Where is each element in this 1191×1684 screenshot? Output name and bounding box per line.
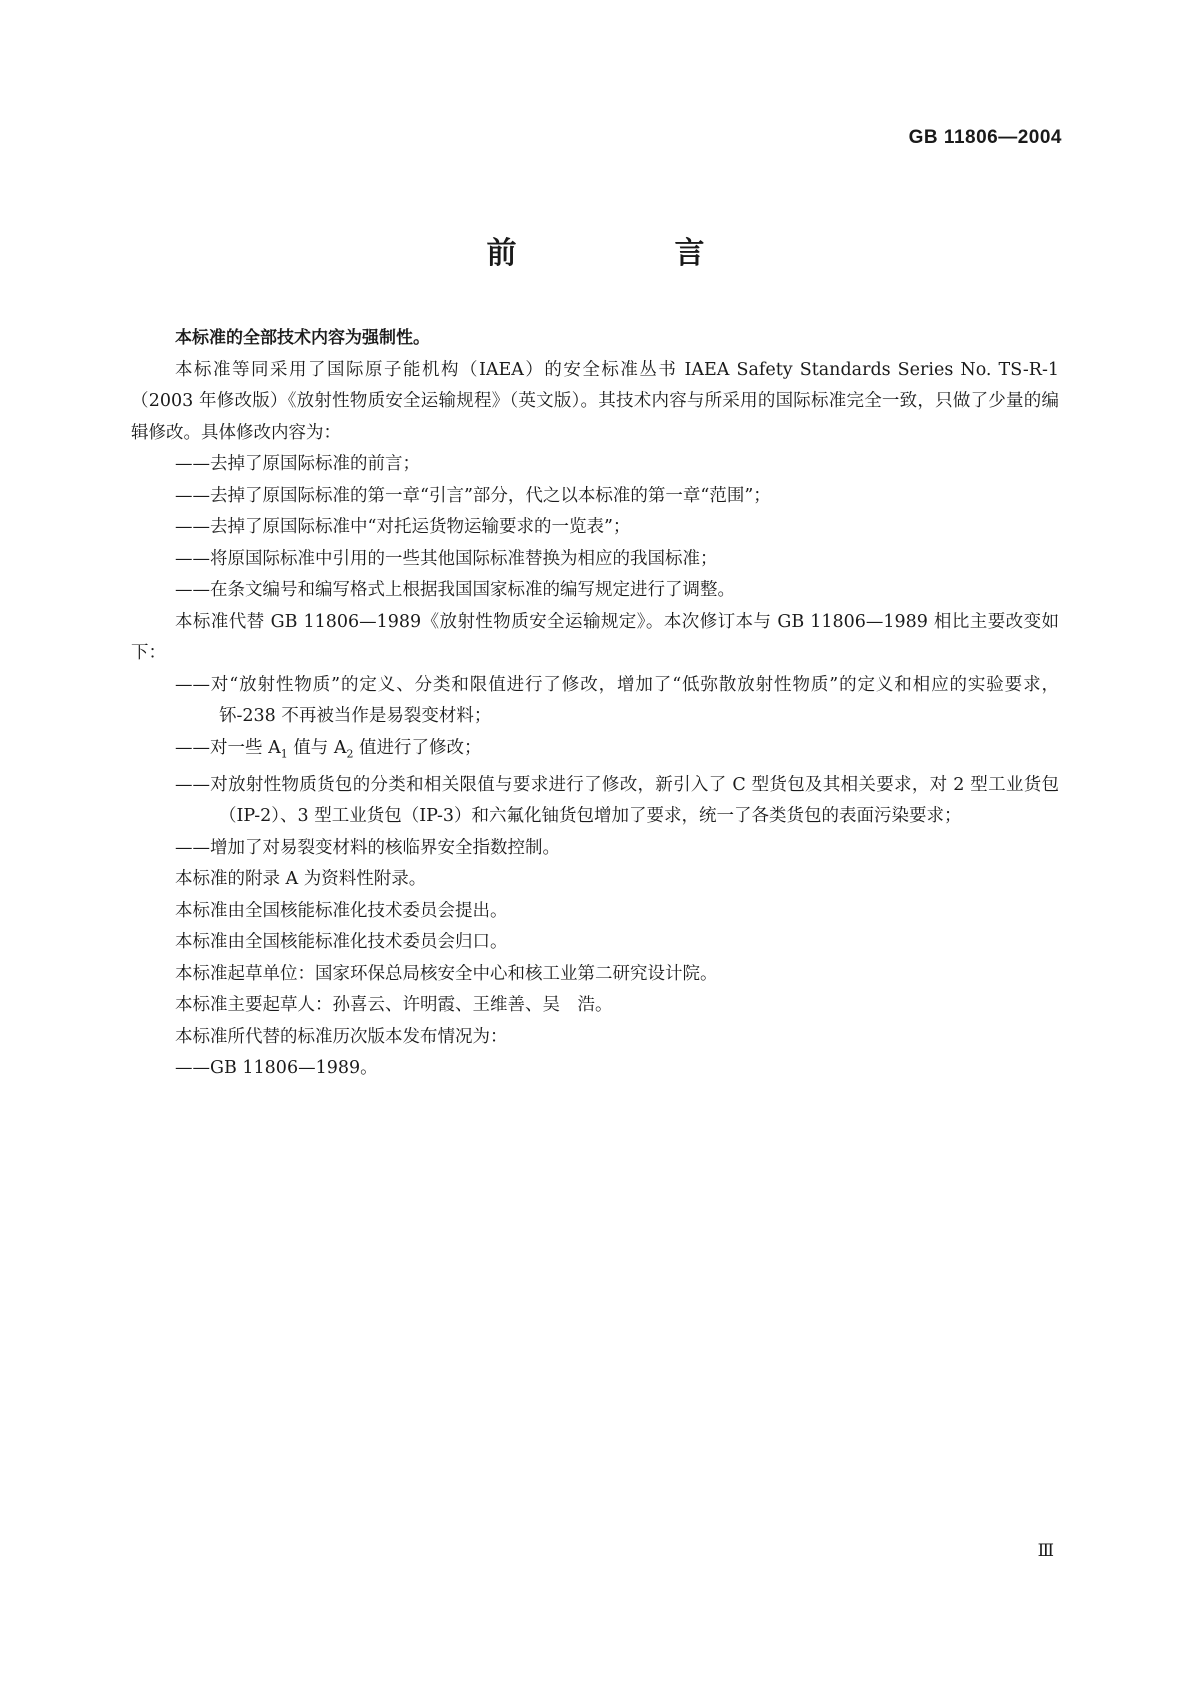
proposer-paragraph: 本标准由全国核能标准化技术委员会提出。	[175, 900, 508, 921]
adoption-paragraph: 本标准等同采用了国际原子能机构（IAEA）的安全标准丛书 IAEA Safety Standards Series No. TS-R-1（2003 年修改版）《放射性物质安全运输规程》（英文版）。其技术内容与所采用的国际标准完全一致，只做了少量的编辑修改。具体修改内容为：	[131, 359, 1059, 443]
a1-subscript: 1	[280, 747, 288, 760]
a-values-middle: 值与 A	[287, 737, 347, 758]
history-paragraph: 本标准所代替的标准历次版本发布情况为：	[175, 1026, 508, 1047]
a-values-prefix: ——对一些 A	[175, 737, 281, 758]
list-item: ——将原国际标准中引用的一些其他国际标准替换为相应的我国标准；	[175, 548, 718, 569]
drafting-unit-paragraph: 本标准起草单位：国家环保总局核安全中心和核工业第二研究设计院。	[175, 963, 718, 984]
list-item: ——GB 11806—1989。	[175, 1058, 378, 1078]
list-item-a-values	[131, 733, 1059, 770]
a-values-suffix: 值进行了修改；	[353, 737, 482, 758]
list-item: ——对“放射性物质”的定义、分类和限值进行了修改，增加了“低弥散放射性物质”的定义和相应的实验要求，钚-238 不再被当作是易裂变材料；	[175, 674, 1059, 726]
list-item: ——在条文编号和编写格式上根据我国国家标准的编写规定进行了调整。	[175, 580, 735, 600]
a2-subscript: 2	[346, 747, 354, 760]
list-item: ——去掉了原国际标准中“对托运货物运输要求的一览表”；	[175, 517, 631, 537]
annex-paragraph: 本标准的附录 A 为资料性附录。	[175, 869, 427, 889]
page-title: 前 言	[486, 236, 769, 271]
page-number: Ⅲ	[1037, 1541, 1054, 1561]
drafters-paragraph: 本标准主要起草人：孙喜云、许明霞、王维善、吴 浩。	[175, 995, 613, 1015]
list-item: ——去掉了原国际标准的前言；	[175, 454, 420, 474]
replacement-paragraph: 本标准代替 GB 11806—1989《放射性物质安全运输规定》。本次修订本与 GB 11806—1989 相比主要改变如下：	[131, 611, 1059, 663]
list-item: ——对放射性物质货包的分类和相关限值与要求进行了修改，新引入了 C 型货包及其相关要求，对 2 型工业货包（IP-2）、3 型工业货包（IP-3）和六氟化铀货包增加了要求，统一了各类货包的表面污染要求；	[175, 774, 1059, 826]
list-item: ——增加了对易裂变材料的核临界安全指数控制。	[175, 837, 560, 858]
standard-code: GB 11806—2004	[908, 127, 1062, 148]
management-paragraph: 本标准由全国核能标准化技术委员会归口。	[175, 932, 508, 952]
document-body	[131, 323, 1059, 1085]
list-item: ——去掉了原国际标准的第一章“引言”部分，代之以本标准的第一章“范围”；	[175, 485, 771, 506]
mandatory-statement: 本标准的全部技术内容为强制性。	[175, 328, 430, 348]
